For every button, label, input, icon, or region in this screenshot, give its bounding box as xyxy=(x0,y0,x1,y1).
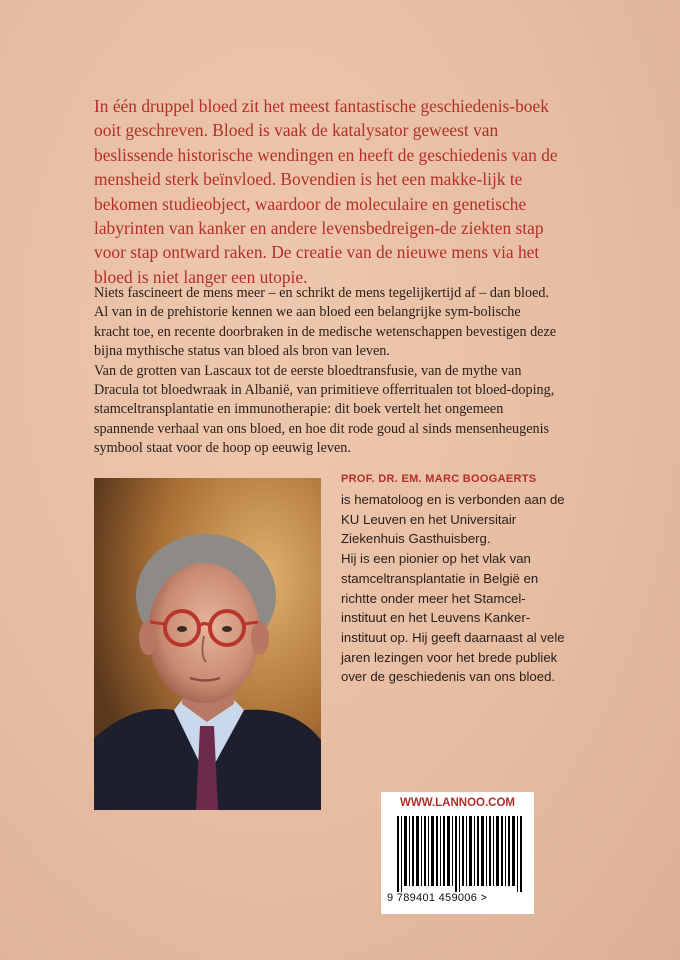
isbn-number: 9 789401 459006 > xyxy=(387,892,488,904)
description-text xyxy=(94,284,558,459)
barcode-panel xyxy=(381,792,534,914)
intro-blurb: In één druppel bloed zit het meest fantastische geschiedenis-boek ooit geschreven. Bloed is vaak de katalysator geweest van beslissende historische wendingen en heeft de geschiedenis van de mensheid sterk beïnvloed. Bovendien is het een makke-lijk te bekomen studieobject, waardoor de moleculaire en genetische labyrinten van kanker en andere levensbedreigen-de ziekten stap voor stap ontward raken. De creatie van de nieuwe mens via het bloed is niet langer een utopie. xyxy=(94,96,558,287)
author-bio-paragraph: Hij is een pionier op het vlak van stamceltransplantatie in België en richtte onder meer het Stamcel-instituut en het Leuvens Kanker-instituut op. Hij geeft daarnaast al vele jaren lezingen voor het brede publiek over de geschiedenis van ons bloed. xyxy=(341,551,565,685)
author-name: PROF. DR. EM. MARC BOOGAERTS xyxy=(341,473,537,485)
description-paragraph: Van de grotten van Lascaux tot de eerste bloedtransfusie, van de mythe van Dracula tot bloedwraak in Albanië, van primitieve offerritualen tot bloed-doping, stamceltransplantatie en immunotherapie: dit boek vertelt het ongemeen spannende verhaal van ons bloed, en hoe dit rode goud al sinds mensenheugenis symbool staat voor de hoop op eeuwig leven. xyxy=(94,362,555,457)
author-bio xyxy=(341,490,566,687)
publisher-url: WWW.LANNOO.COM xyxy=(400,797,515,809)
author-bio-paragraph: is hematoloog en is verbonden aan de KU Leuven en het Universitair Ziekenhuis Gasthuisberg. xyxy=(341,492,565,547)
barcode-icon xyxy=(397,816,523,892)
description-paragraph: Niets fascineert de mens meer – en schrikt de mens tegelijkertijd af – dan bloed. Al van in de prehistorie kennen we aan bloed een belangrijke sym-bolische kracht toe, en recente doorbraken in de medische wetenschappen bevestigen deze bijna mythische status van bloed als bron van leven. xyxy=(94,285,557,360)
author-photo xyxy=(94,478,321,810)
